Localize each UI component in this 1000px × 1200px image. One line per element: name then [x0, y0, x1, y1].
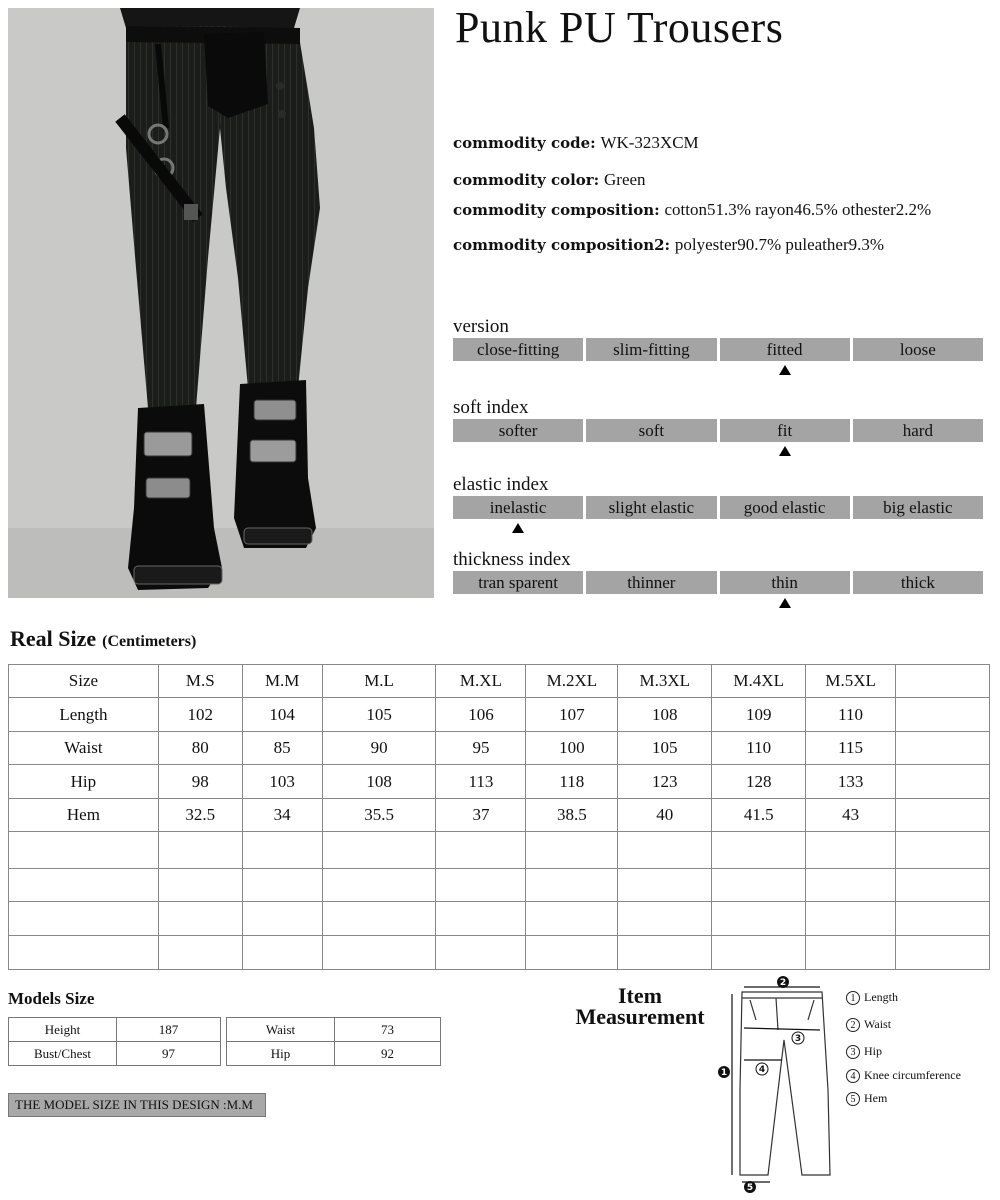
- table-row: [9, 832, 990, 869]
- table-cell: [436, 832, 526, 869]
- table-cell: [618, 936, 712, 970]
- table-cell: 113: [436, 765, 526, 799]
- table-cell: 100: [526, 732, 618, 765]
- scale-option-selected: fit: [720, 419, 850, 442]
- table-cell: [896, 869, 990, 902]
- marker-5-label: 5: [746, 1183, 754, 1193]
- table-cell: 133: [806, 765, 896, 799]
- real-size-title: Real Size: [10, 626, 97, 651]
- table-cell: 110: [806, 698, 896, 732]
- table-cell: [806, 902, 896, 936]
- table-row: [227, 1018, 441, 1042]
- table-cell: [526, 869, 618, 902]
- table-cell: 128: [712, 765, 806, 799]
- table-cell: 40: [618, 799, 712, 832]
- table-cell: [896, 936, 990, 970]
- spec-key: commodity color:: [453, 171, 600, 189]
- scale-option: softer: [453, 419, 583, 442]
- table-cell: 118: [526, 765, 618, 799]
- table-header-cell: M.3XL: [618, 665, 712, 698]
- scale-option: hard: [853, 419, 983, 442]
- table-cell: 109: [712, 698, 806, 732]
- table-cell: [896, 732, 990, 765]
- table-row: [9, 698, 990, 732]
- table-cell: 38.5: [526, 799, 618, 832]
- table-row: [9, 765, 990, 799]
- table-cell: 95: [436, 732, 526, 765]
- model-attr-value: 187: [117, 1018, 221, 1042]
- table-row: [227, 1042, 441, 1066]
- table-header-cell: Size: [9, 665, 159, 698]
- table-row: [9, 799, 990, 832]
- table-cell: [618, 832, 712, 869]
- table-cell: [436, 902, 526, 936]
- scale-option: thinner: [586, 571, 716, 594]
- product-photo: [8, 8, 434, 598]
- table-cell: [896, 765, 990, 799]
- real-size-unit: (Centimeters): [102, 633, 197, 650]
- model-attr-value: 97: [117, 1042, 221, 1066]
- model-attr-value: 73: [335, 1018, 441, 1042]
- scale-label: thickness index: [453, 549, 571, 570]
- scale-option-selected: inelastic: [453, 496, 583, 519]
- table-cell: [158, 936, 242, 970]
- table-cell: [712, 902, 806, 936]
- legend-item: [846, 1017, 891, 1032]
- legend-item: [846, 990, 898, 1005]
- model-attr-label: Bust/Chest: [9, 1042, 117, 1066]
- table-cell: [618, 902, 712, 936]
- scale-label: elastic index: [453, 474, 549, 495]
- spec-commodity-code: [453, 133, 699, 153]
- legend-number-icon: 4: [846, 1069, 860, 1083]
- marker-3-label: 3: [794, 1034, 802, 1044]
- scale-option: big elastic: [853, 496, 983, 519]
- legend-label: Waist: [864, 1017, 892, 1031]
- legend-number-icon: 1: [846, 991, 860, 1005]
- models-size-table-left: [8, 1017, 221, 1066]
- table-cell: 110: [712, 732, 806, 765]
- table-cell: [712, 832, 806, 869]
- table-cell: 43: [806, 799, 896, 832]
- model-attr-label: Waist: [227, 1018, 335, 1042]
- table-cell: [322, 936, 436, 970]
- model-attr-label: Hip: [227, 1042, 335, 1066]
- table-cell: [896, 832, 990, 869]
- row-label-cell: Hip: [9, 765, 159, 799]
- trousers-outline-icon: [740, 992, 830, 1175]
- table-cell: 34: [242, 799, 322, 832]
- table-row: [9, 869, 990, 902]
- size-table: [8, 664, 990, 970]
- table-header-cell: M.L: [322, 665, 436, 698]
- item-measurement-title-line1: Item: [618, 983, 662, 1008]
- spec-value: Green: [604, 170, 646, 189]
- table-cell: 98: [158, 765, 242, 799]
- table-cell: [242, 902, 322, 936]
- spec-commodity-color: [453, 170, 646, 190]
- item-measurement-title: [560, 985, 720, 1027]
- marker-2-label: 2: [779, 978, 787, 988]
- trousers-model-illustration: [8, 8, 434, 598]
- legend-item: [846, 1068, 961, 1083]
- table-header-cell: M.XL: [436, 665, 526, 698]
- spec-key: commodity composition2:: [453, 236, 671, 254]
- legend-label: Knee circumference: [864, 1068, 961, 1082]
- scale-option: good elastic: [720, 496, 850, 519]
- spec-key: commodity composition:: [453, 201, 660, 219]
- table-cell: [712, 936, 806, 970]
- row-label-cell: [9, 869, 159, 902]
- scale-option-selected: fitted: [720, 338, 850, 361]
- trousers-measurement-diagram: [710, 970, 840, 1196]
- legend-number-icon: 2: [846, 1018, 860, 1032]
- table-cell: 80: [158, 732, 242, 765]
- table-cell: 104: [242, 698, 322, 732]
- table-header-cell: M.2XL: [526, 665, 618, 698]
- table-cell: [806, 832, 896, 869]
- scale-option: slim-fitting: [586, 338, 716, 361]
- table-cell: [158, 869, 242, 902]
- table-cell: 108: [322, 765, 436, 799]
- row-label-cell: [9, 936, 159, 970]
- table-cell: [158, 832, 242, 869]
- table-cell: 41.5: [712, 799, 806, 832]
- table-header-cell: M.4XL: [712, 665, 806, 698]
- table-row: [9, 902, 990, 936]
- scale-option: tran sparent: [453, 571, 583, 594]
- table-row: [9, 936, 990, 970]
- table-cell: 105: [618, 732, 712, 765]
- table-cell: 105: [322, 698, 436, 732]
- scale-option: close-fitting: [453, 338, 583, 361]
- table-cell: [712, 869, 806, 902]
- legend-label: Length: [864, 990, 898, 1004]
- table-cell: 108: [618, 698, 712, 732]
- table-cell: [322, 869, 436, 902]
- scale-option: loose: [853, 338, 983, 361]
- scale-thickness-index: [453, 549, 983, 594]
- spec-value: WK-323XCM: [600, 133, 699, 152]
- table-header-cell: [896, 665, 990, 698]
- spec-key: commodity code:: [453, 134, 596, 152]
- scale-option-selected: thin: [720, 571, 850, 594]
- table-cell: 107: [526, 698, 618, 732]
- table-cell: [896, 698, 990, 732]
- table-row: [9, 1042, 221, 1066]
- table-header-cell: M.5XL: [806, 665, 896, 698]
- legend-number-icon: 3: [846, 1045, 860, 1059]
- spec-value: polyester90.7% puleather9.3%: [674, 235, 885, 254]
- model-attr-value: 92: [335, 1042, 441, 1066]
- scale-option: thick: [853, 571, 983, 594]
- table-cell: [158, 902, 242, 936]
- table-cell: [322, 902, 436, 936]
- marker-1-label: 1: [720, 1068, 728, 1078]
- table-cell: 115: [806, 732, 896, 765]
- models-size-table-right: [226, 1017, 441, 1066]
- table-cell: [806, 936, 896, 970]
- legend-item: [846, 1044, 882, 1059]
- row-label-cell: [9, 902, 159, 936]
- table-cell: [896, 799, 990, 832]
- legend-label: Hip: [864, 1044, 882, 1058]
- table-cell: [618, 869, 712, 902]
- legend-number-icon: 5: [846, 1092, 860, 1106]
- table-cell: 123: [618, 765, 712, 799]
- models-size-title: Models Size: [8, 989, 95, 1008]
- scale-option: slight elastic: [586, 496, 716, 519]
- real-size-heading: [10, 626, 196, 652]
- table-cell: 35.5: [322, 799, 436, 832]
- table-cell: 90: [322, 732, 436, 765]
- table-cell: [526, 832, 618, 869]
- scale-label: version: [453, 316, 509, 337]
- table-row: [9, 732, 990, 765]
- table-cell: [242, 869, 322, 902]
- legend-item: [846, 1091, 887, 1106]
- table-cell: [436, 936, 526, 970]
- table-cell: 37: [436, 799, 526, 832]
- row-label-cell: [9, 832, 159, 869]
- table-cell: [322, 832, 436, 869]
- marker-4-label: 4: [758, 1065, 766, 1075]
- table-cell: 106: [436, 698, 526, 732]
- table-cell: [242, 832, 322, 869]
- product-title: Punk PU Trousers: [455, 3, 784, 52]
- row-label-cell: Waist: [9, 732, 159, 765]
- table-cell: 32.5: [158, 799, 242, 832]
- scale-option: soft: [586, 419, 716, 442]
- table-cell: [806, 869, 896, 902]
- scale-soft-index: [453, 397, 983, 442]
- table-header-cell: M.S: [158, 665, 242, 698]
- table-cell: [526, 936, 618, 970]
- item-measurement-title-line2: Measurement: [575, 1004, 705, 1029]
- spec-commodity-composition: [453, 200, 931, 220]
- row-label-cell: Length: [9, 698, 159, 732]
- scale-version: [453, 316, 983, 361]
- model-attr-label: Height: [9, 1018, 117, 1042]
- table-cell: [526, 902, 618, 936]
- table-header-row: [9, 665, 990, 698]
- legend-label: Hem: [864, 1091, 888, 1105]
- spec-commodity-composition2: [453, 235, 884, 255]
- table-cell: [436, 869, 526, 902]
- model-size-note: THE MODEL SIZE IN THIS DESIGN :M.M: [8, 1093, 266, 1117]
- table-header-cell: M.M: [242, 665, 322, 698]
- scale-label: soft index: [453, 397, 529, 418]
- spec-value: cotton51.3% rayon46.5% othester2.2%: [664, 200, 932, 219]
- scale-elastic-index: [453, 474, 983, 519]
- table-cell: 103: [242, 765, 322, 799]
- table-cell: [896, 902, 990, 936]
- table-cell: 102: [158, 698, 242, 732]
- table-cell: [242, 936, 322, 970]
- table-row: [9, 1018, 221, 1042]
- row-label-cell: Hem: [9, 799, 159, 832]
- table-cell: 85: [242, 732, 322, 765]
